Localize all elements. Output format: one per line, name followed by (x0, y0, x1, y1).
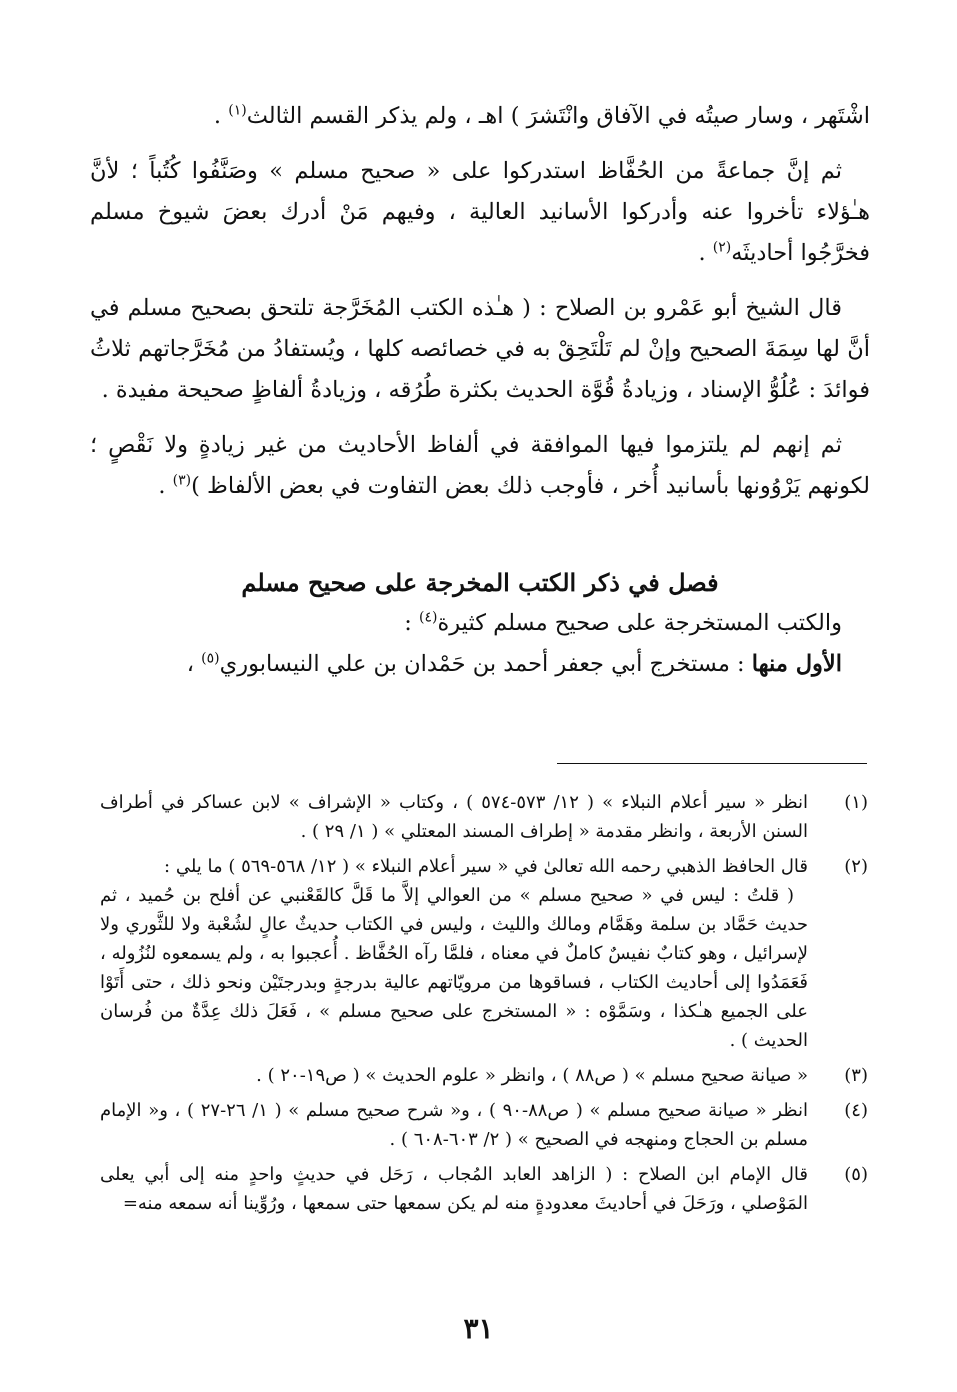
first-item-label: الأول منها (751, 651, 842, 677)
footnote-number: (٣) (844, 1065, 868, 1086)
footnote-1 (100, 788, 872, 846)
footnote-text: انظر « سير أعلام النبلاء » ( ١٢/ ٥٧٣-٥٧٤ ) ، وكتاب « الإشراف » لابن عساكر في أطراف السنن الأربعة ، وانظر مقدمة « إطراف المسند المعتلي » ( ١/ ٢٩ ) . (100, 792, 808, 842)
footnote-number: (٥) (844, 1164, 868, 1185)
footnote-text: قال الحافظ الذهبي رحمه الله تعالىٰ في « سير أعلام النبلاء » ( ١٢/ ٥٦٨-٥٦٩ ) ما يلي : (164, 856, 808, 877)
main-text (90, 96, 870, 685)
footnote-2 (100, 852, 872, 1055)
footnote-4 (100, 1096, 872, 1154)
footnote-number: (١) (844, 792, 868, 813)
page-number: ٣١ (463, 1312, 494, 1345)
paragraph-3: قال الشيخ أبو عَمْرو بن الصلاح : ( هـٰذه الكتب المُخَرَّجة تلتحق بصحيح مسلم في أنَّ لها سِمَةَ الصحيح وإنْ لم تَلْتَحِقْ به في خصائصه كلها ، ويُستفادُ من مُخَرَّجاتهم ثلاثُ فوائدَ : عُلُوُّ الإسناد ، وزيادةُ قُوَّة الحديث بكثرة طُرُقه ، وزيادةُ ألفاظٍ صحيحة مفيدة . (90, 295, 870, 403)
footnote-number: (٤) (844, 1100, 868, 1121)
footnote-text: انظر « صيانة صحيح مسلم » ( ص٨٨-٩٠ ) ، و« شرح صحيح مسلم » ( ١/ ٢٦-٢٧ ) ، و« الإمام مسلم بن الحجاج ومنهجه في الصحيح » ( ٢/ ٦٠٣-٦٠٨ ) . (100, 1100, 809, 1150)
paragraph-2: ثم إنَّ جماعةً من الحُفَّاظ استدركوا على « صحيح مسلم » وصَنَّفُوا كُتُباً ؛ لأنَّ هـٰؤلاء تأخروا عنه وأدركوا الأسانيد العالية ، وفيهم مَنْ أدرك بعضَ شيوخ مسلم فخرَّجُوا أحاديثَه$^{(٢)}$ . (90, 158, 870, 266)
footnote-ref-3: (٣) (172, 472, 192, 489)
footnotes (100, 788, 872, 1218)
footnote-quote: ( قلتُ : ليس في « صحيح مسلم » من العوالي إلاَّ ما قَلَّ كالقَعْنبي عن أفلح بن حُميد ، ثم حديث حَمَّاد بن سلمة وهَمَّام ومالك والليث ، وليس في الكتاب حديثٌ عالٍ لشُعْبة ولا للثَّوري ولا لإسرائيل ، وهو كتابٌ نفيسٌ كاملٌ في معناه ، فلمَّا رآه الحُفَّاظ . أُعجبوا به ، ولم يسمعوه لنُزُوله ، فَعَمَدُوا إلى أحاديث الكتاب ، فساقوها من مرويّاتهم عالية بدرجةٍ وبدرجتَيْن ونحو ذلك ، حتى أَتَوْا على الجميع هـٰكذا ، وسَمَّوْه : « المستخرج على صحيح مسلم » ، فَعَلَ ذلك عِدَّةٌ من فُرسان الحديث ) . (100, 885, 808, 1051)
footnote-text: قال الإمام ابن الصلاح : ( الزاهد العابد المُجاب ، رَحَل في حديثٍ واحدٍ منه إلى أبي يعلى المَوْصلي ، ورَحَلَ في أحاديثَ معدودةٍ منه لم يكن سمعها حتى سمعها ، ورُوِّينا أنه سمعه منه= (100, 1164, 808, 1214)
paragraph-1: اشْتَهر ، وسار صيتُه في الآفاق وانْتَشرَ ) اهـ ، ولم يذكر القسم الثالث$^{(١)}$ . (213, 102, 870, 129)
first-item: الأول منها : مستخرج أبي جعفر أحمد بن حَمْدان بن علي النيسابوري$^{(٥)}$ ، (186, 650, 842, 677)
footnote-ref-2: (٢) (712, 239, 732, 256)
footnote-number: (٢) (844, 856, 868, 877)
paragraph-4: ثم إنهم لم يلتزموا فيها الموافقة في ألفاظ الأحاديث من غير زيادةٍ ولا نَقْصٍ ؛ لكونهم يَرْوُونها بأسانيد أُخر ، فأوجب ذلك بعض التفاوت في بعض الألفاظ )$^{(٣)}$ . (90, 432, 870, 499)
footnote-5 (100, 1160, 872, 1218)
footnote-ref-4: (٤) (418, 609, 438, 626)
footnote-separator (557, 763, 867, 764)
section-intro: والكتب المستخرجة على صحيح مسلم كثيرة$^{(٤)}$ : (404, 609, 842, 636)
section-heading: فصل في ذكر الكتب المخرجة على صحيح مسلم (241, 568, 719, 597)
footnote-ref-5: (٥) (201, 650, 220, 667)
footnote-ref-1: (١) (228, 102, 247, 119)
footnote-3 (100, 1061, 872, 1090)
footnote-text: « صيانة صحيح مسلم » ( ص٨٨ ) ، وانظر « علوم الحديث » ( ص١٩-٢٠ ) . (256, 1065, 808, 1086)
